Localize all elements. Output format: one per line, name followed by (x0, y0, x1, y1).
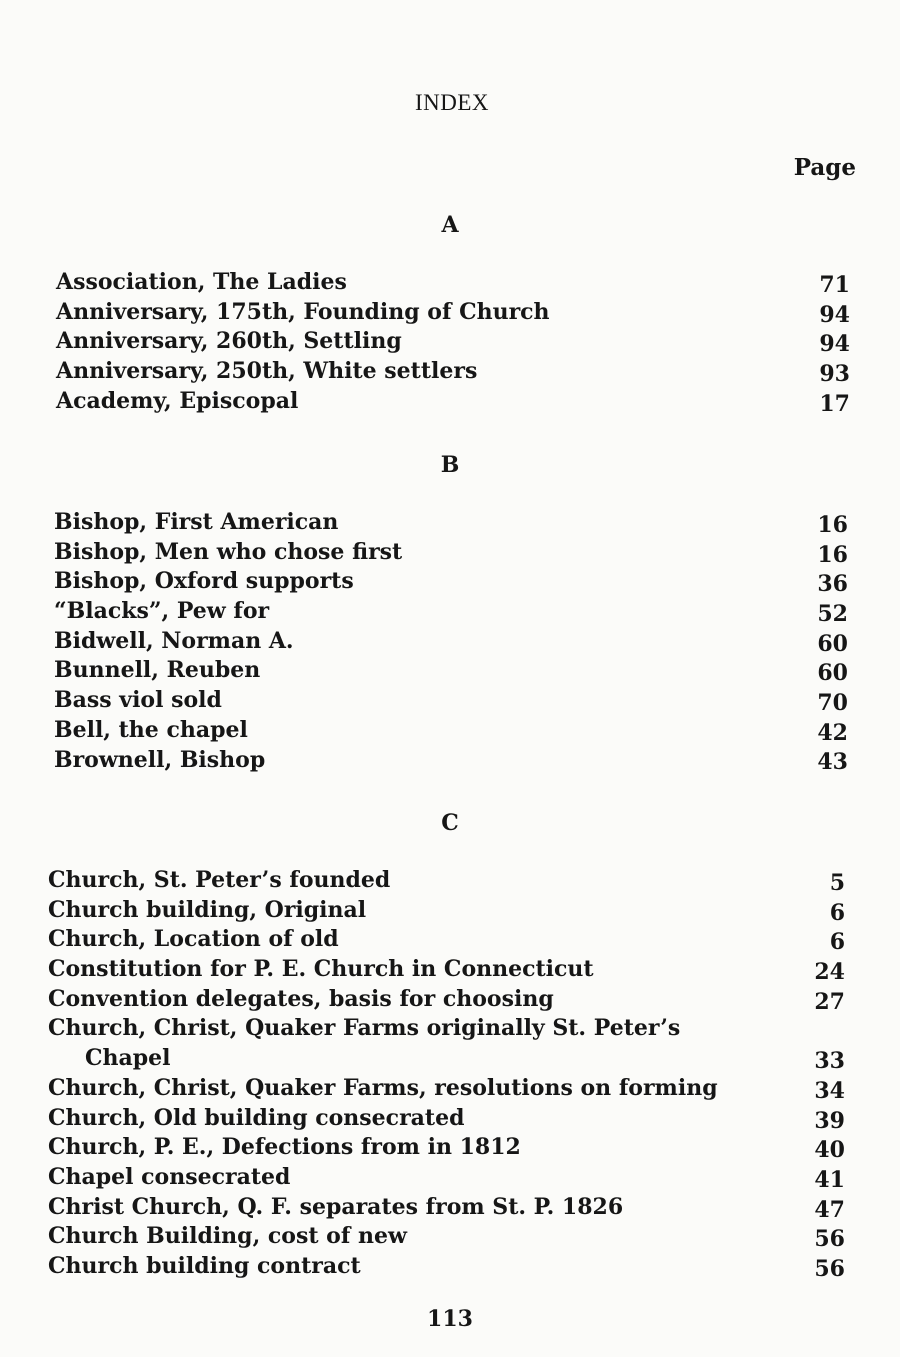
index-entry (56, 298, 850, 328)
entry-text: Bunnell, Reuben (54, 657, 261, 684)
index-entry (48, 866, 845, 896)
entry-text: Bidwell, Norman A. (54, 627, 294, 654)
entry-page: 71 (819, 271, 850, 298)
entry-text: Chapel consecrated (48, 1163, 291, 1190)
entry-text: Church, St. Peter’s founded (48, 867, 391, 893)
entry-page: 6 (829, 929, 845, 956)
entry-page: 41 (814, 1166, 845, 1193)
entry-text: Anniversary, 260th, Settling (56, 328, 402, 355)
entry-page: 33 (814, 1048, 845, 1075)
entry-list (54, 508, 848, 775)
entry-text: Church Building, cost of new (48, 1223, 407, 1250)
entry-text: Church building contract (48, 1252, 361, 1279)
entry-text: Brownell, Bishop (54, 746, 266, 773)
entry-page: 16 (817, 511, 848, 538)
index-section-a (0, 210, 900, 416)
entry-list (56, 268, 850, 416)
entry-text-continuation: Chapel (85, 1045, 171, 1072)
entry-page: 42 (817, 719, 848, 746)
entry-page: 24 (814, 959, 845, 986)
entry-text: Academy, Episcopal (56, 387, 299, 414)
index-entry (48, 1222, 845, 1252)
entry-text: Christ Church, Q. F. separates from St. P. 1826 (48, 1193, 624, 1220)
index-entry (48, 1074, 845, 1104)
page-column-label: Page (793, 154, 856, 181)
index-entry (54, 538, 848, 568)
page-title: INDEX (414, 90, 490, 115)
entry-page: 5 (829, 869, 845, 896)
index-entry (48, 1163, 845, 1193)
entry-text: Church building, Original (48, 896, 367, 923)
index-entry (48, 896, 845, 926)
entry-page: 47 (814, 1196, 845, 1223)
entry-page: 27 (814, 988, 845, 1015)
index-entry (54, 627, 848, 657)
index-entry (54, 716, 848, 746)
entry-text: Bishop, Men who chose first (54, 538, 403, 565)
entry-text: “Blacks”, Pew for (54, 598, 270, 625)
index-section-c (0, 808, 900, 1282)
section-letter: A (441, 212, 459, 238)
entry-page: 43 (817, 749, 848, 776)
entry-page: 56 (814, 1226, 845, 1253)
index-entry (56, 327, 850, 357)
entry-page: 60 (817, 630, 848, 657)
entry-page: 93 (819, 361, 850, 388)
index-entry (48, 1104, 845, 1134)
entry-text (48, 1014, 768, 1073)
index-entry (48, 1193, 845, 1223)
entry-text: Church, Location of old (48, 926, 339, 953)
page-number: 113 (427, 1306, 473, 1332)
index-entry (56, 387, 850, 417)
entry-text: Church, P. E., Defections from in 1812 (48, 1134, 521, 1161)
entry-text: Anniversary, 175th, Founding of Church (56, 298, 550, 325)
entry-list (48, 866, 845, 1282)
entry-text: Anniversary, 250th, White settlers (56, 358, 478, 385)
entry-text: Church, Old building consecrated (48, 1104, 465, 1131)
entry-page: 52 (817, 601, 848, 628)
entry-text: Convention delegates, basis for choosing (48, 985, 554, 1012)
entry-page: 70 (817, 690, 848, 717)
entry-page: 56 (814, 1255, 845, 1282)
entry-page: 94 (819, 301, 850, 328)
index-entry (48, 985, 845, 1015)
index-entry (48, 955, 845, 985)
entry-text: Church, Christ, Quaker Farms, resolutions on forming (48, 1074, 718, 1101)
index-entry (56, 357, 850, 387)
entry-page: 39 (814, 1107, 845, 1134)
entry-page: 6 (829, 899, 845, 926)
index-section-b (0, 450, 900, 775)
index-entry (56, 268, 850, 298)
section-letter: B (440, 452, 460, 478)
index-entry (54, 508, 848, 538)
index-entry (54, 656, 848, 686)
entry-text: Bishop, Oxford supports (54, 568, 354, 595)
index-entry (54, 597, 848, 627)
index-entry (54, 686, 848, 716)
index-entry (48, 925, 845, 955)
index-entry (48, 1014, 845, 1073)
entry-text: Constitution for P. E. Church in Connecticut (48, 956, 594, 983)
entry-text: Bell, the chapel (54, 716, 248, 743)
entry-page: 34 (814, 1077, 845, 1104)
entry-text: Association, The Ladies (56, 269, 347, 295)
entry-page: 36 (817, 571, 848, 598)
index-entry (54, 567, 848, 597)
section-letter: C (441, 810, 459, 836)
index-entry (48, 1252, 845, 1282)
entry-text-line: Church, Christ, Quaker Farms originally St. Peter’s (48, 1015, 681, 1042)
index-entry (48, 1133, 845, 1163)
entry-page: 17 (819, 390, 850, 417)
entry-text: Bishop, First American (54, 509, 339, 535)
entry-page: 40 (814, 1137, 845, 1164)
entry-page: 16 (817, 541, 848, 568)
entry-page: 94 (819, 331, 850, 358)
index-entry (54, 746, 848, 776)
entry-page: 60 (817, 660, 848, 687)
entry-text: Bass viol sold (54, 687, 222, 714)
